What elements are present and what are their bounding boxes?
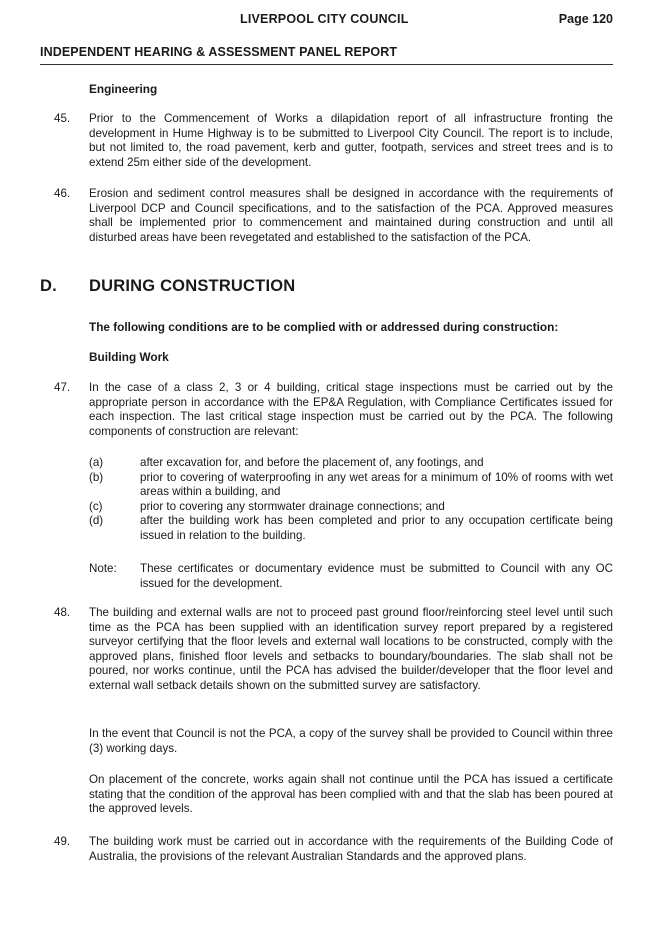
section-heading [40, 279, 295, 294]
note-text: These certificates or documentary evidence must be submitted to Council with any OC issued for the development. [140, 562, 613, 590]
condition-number: 48. [54, 606, 71, 619]
condition-48-paragraph-3: On placement of the concrete, works again shall not continue until the PCA has issued a certificate stating that the condition of the approval has been complied with and that the slab has been poured at the approved levels. [89, 773, 613, 816]
list-item [89, 514, 613, 543]
inspection-list [89, 456, 613, 544]
condition-text: Erosion and sediment control measures shall be designed in accordance with the requirements of Liverpool DCP and Council specifications, and to the satisfaction of the PCA. Approved measures shall be implemented prior to commencement and maintained during construction and until all disturbed areas have been revegetated and established to the satisfaction of the PCA. [89, 187, 613, 244]
section-letter: D. [40, 277, 57, 295]
list-label: (b) [89, 470, 104, 484]
page-number: Page 120 [558, 12, 613, 26]
section-title: DURING CONSTRUCTION [89, 277, 296, 295]
engineering-heading: Engineering [89, 82, 158, 96]
list-text: after excavation for, and before the placement of, any footings, and [140, 456, 484, 469]
note-label: Note: [89, 562, 117, 575]
list-label: (c) [89, 499, 103, 513]
condition-text: In the case of a class 2, 3 or 4 building, critical stage inspections must be carried out by the appropriate person in accordance with the EP&A Regulation, with Compliance Certificates issued for each inspection. The last critical stage inspection must be carried out by the PCA. The following components of construction are relevant: [89, 381, 613, 438]
note [89, 562, 613, 591]
list-text: after the building work has been completed and prior to any occupation certificate being issued in relation to the building. [140, 514, 613, 542]
header-divider [40, 64, 613, 65]
condition-text: The building and external walls are not to proceed past ground floor/reinforcing steel level until such time as the PCA has been supplied with an identification survey report prepared by a registered surveyor certifying that the floor levels and external wall locations to be constructed, comply with the approved plans, finished floor levels and setbacks to boundary/boundaries. The slab shall not be poured, nor works continue, until the PCA has advised the builder/developer that the floor level and external wall setback details shown on the submitted survey are satisfactory. [89, 606, 613, 692]
condition-48-paragraph-2: In the event that Council is not the PCA, a copy of the survey shall be provided to Council within three (3) working days. [89, 727, 613, 755]
condition-number: 46. [54, 187, 71, 200]
list-item [89, 500, 613, 515]
building-work-heading: Building Work [89, 350, 169, 364]
condition-text: The building work must be carried out in accordance with the requirements of the Building Code of Australia, the provisions of the relevant Australian Standards and the approved plans. [89, 835, 613, 863]
report-title: INDEPENDENT HEARING & ASSESSMENT PANEL REPORT [40, 45, 398, 59]
condition-number: 45. [54, 112, 71, 125]
list-text: prior to covering any stormwater drainage connections; and [140, 499, 445, 513]
list-text: prior to covering of waterproofing in any wet areas for a minimum of 10% of rooms with wet areas within a building, and [140, 470, 613, 499]
condition-text: Prior to the Commencement of Works a dilapidation report of all infrastructure fronting the development in Hume Highway is to be submitted to Liverpool City Council. The report is to include, but not limited to, the road pavement, kerb and gutter, footpath, services and street trees and is to extend 25m either side of the development. [89, 112, 613, 169]
condition-number: 47. [54, 381, 71, 394]
council-name: LIVERPOOL CITY COUNCIL [240, 12, 409, 26]
list-label: (d) [89, 514, 104, 528]
section-intro: The following conditions are to be complied with or addressed during construction: [89, 320, 559, 334]
list-label: (a) [89, 456, 104, 469]
list-item [89, 456, 613, 471]
list-item [89, 471, 613, 500]
condition-number: 49. [54, 835, 71, 848]
